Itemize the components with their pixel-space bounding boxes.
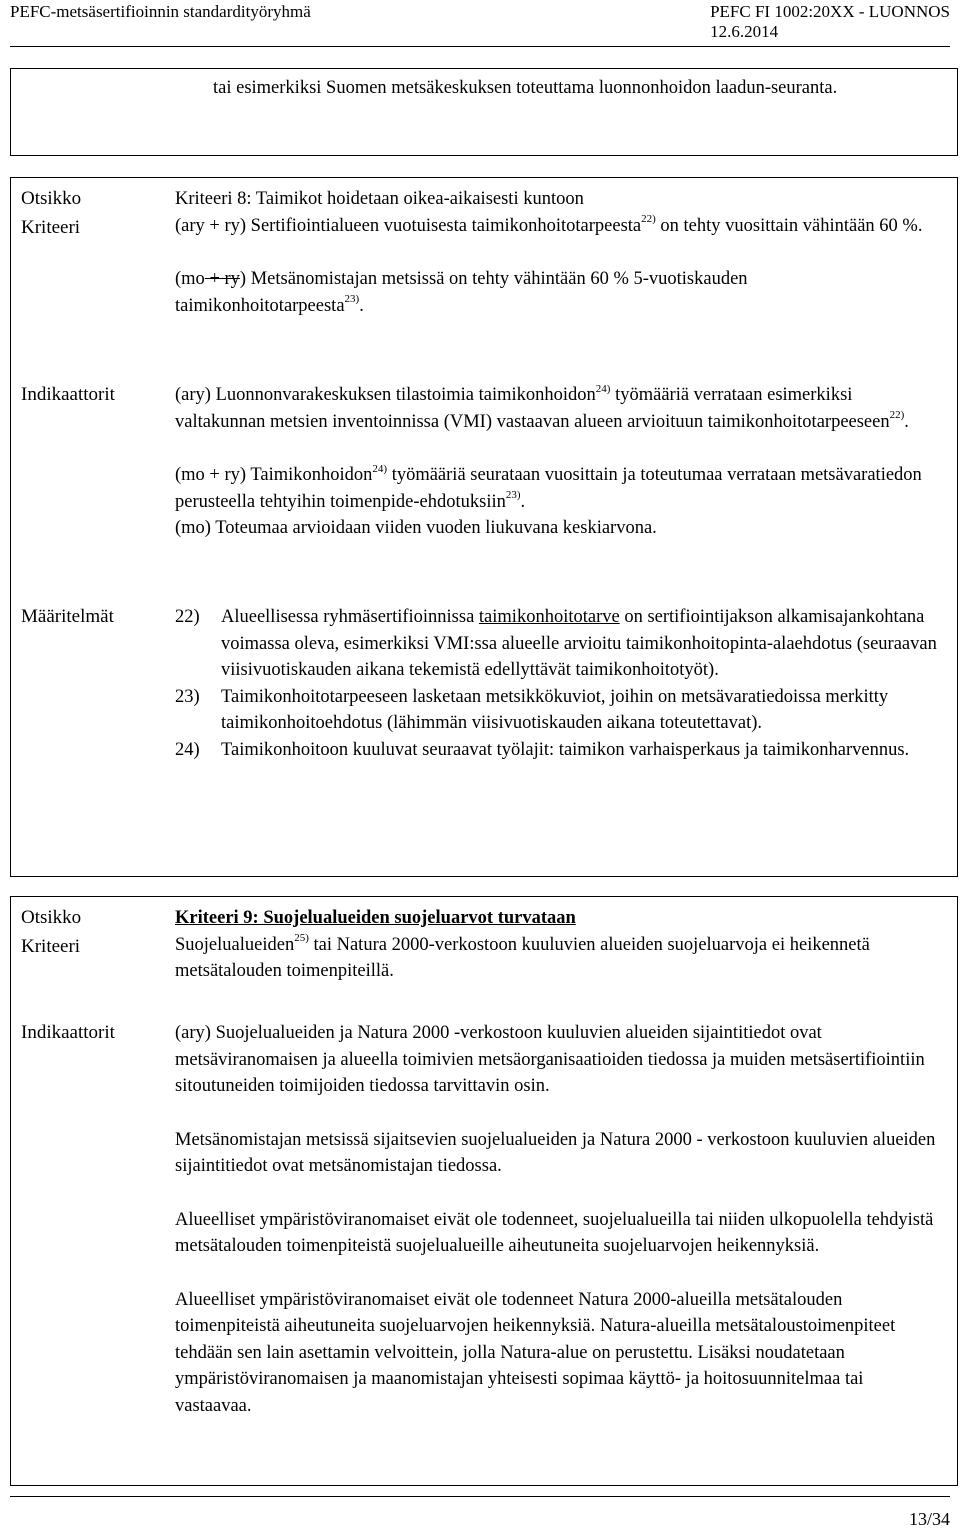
criterion-8-requirement-1: (ary + ry) Sertifiointialueen vuotuisesta taimikonhoitotarpeesta$^{22)}$ on tehty vuosittain vähintään 60 %. bbox=[175, 213, 923, 236]
criterion-9-box bbox=[10, 896, 958, 1486]
criterion-9-content bbox=[175, 905, 937, 985]
header-document-code: PEFC FI 1002:20XX - LUONNOS bbox=[710, 2, 950, 21]
definition-item: 24) Taimikonhoitoon kuuluvat seuraavat työlajit: taimikon varhaisperkaus ja taimikonharvennus. bbox=[175, 739, 910, 760]
page-number: 13/34 bbox=[908, 1509, 950, 1529]
indicator-paragraph: Alueelliset ympäristöviranomaiset eivät ole todenneet, suojelualueilla tai niiden ulkopuolella tehdyistä metsätalouden toimenpiteistä suojelualueille aiheutuneita suojeluarvojen heikennyksiä. bbox=[175, 1209, 934, 1256]
indicator-paragraph: Alueelliset ympäristöviranomaiset eivät ole todenneet Natura 2000-alueilla metsätalouden toimenpiteistä aiheutuneita suojeluarvojen heikennyksiä. Natura-alueilla metsätaloustoimenpiteet tehdään sen lain asettamin velvoittein, jolla Natura-alue on perustettu. Lisäksi noudatetaan ympäristöviranomaisen ja maanomistajan yhteisesti sopimaa käyttö- ja hoitosuunnitelmaa tai vastaavaa. bbox=[175, 1289, 896, 1416]
label-heading: Otsikko bbox=[21, 907, 82, 928]
header-document-id bbox=[710, 2, 950, 42]
continuation-text: tai esimerkiksi Suomen metsäkeskuksen toteuttama luonnonhoidon laadun-seuranta. bbox=[213, 78, 838, 98]
criterion-8-requirement-2: (mo + ry) Metsänomistajan metsissä on tehty vähintään 60 % 5-vuotiskauden taimikonhoitotarpeesta$^{23)}$. bbox=[175, 269, 748, 316]
label-heading: Otsikko bbox=[21, 188, 82, 209]
header-document-date: 12.6.2014 bbox=[710, 22, 779, 41]
label-indicators: Indikaattorit bbox=[21, 384, 115, 405]
criterion-8-content bbox=[175, 186, 937, 319]
indicator-paragraph: (mo + ry) Taimikonhoidon$^{24)}$ työmääriä seurataan vuosittain ja toteutumaa verrataan metsävaratiedon perusteella tehtyihin toimenpide-ehdotuksiin$^{23)}$. bbox=[175, 462, 922, 512]
criterion-9-indicators bbox=[175, 1020, 937, 1419]
indicator-paragraph: (ary) Suojelualueiden ja Natura 2000 -verkostoon kuuluvien alueiden sijaintitiedot ovat metsäviranomaisen ja alueella toimivien metsäorganisaatioiden tiedossa ja muiden metsäsertifiointiin sitoutuneiden toimijoiden tiedossa tarvittavin osin. bbox=[175, 1023, 925, 1096]
indicator-paragraph: (mo) Toteumaa arvioidaan viiden vuoden liukuvana keskiarvona. bbox=[175, 518, 657, 538]
criterion-9-title: Kriteeri 9: Suojelualueiden suojeluarvot turvataan bbox=[175, 908, 576, 928]
label-criterion: Kriteeri bbox=[21, 936, 81, 957]
struck-text: + ry bbox=[204, 269, 240, 289]
continuation-box bbox=[10, 68, 958, 156]
definitions-list bbox=[175, 604, 937, 763]
definition-item: 23) Taimikonhoitotarpeeseen lasketaan metsikkökuviot, joihin on metsävaratiedoissa merkitty taimikonhoitoehdotus (lähimmän viisivuotiskauden aikana toteutettavat). bbox=[175, 686, 889, 733]
label-criterion: Kriteeri bbox=[21, 217, 81, 238]
indicator-paragraph: Metsänomistajan metsissä sijaitsevien suojelualueiden ja Natura 2000 - verkostoon kuuluvien alueiden sijaintitiedot ovat metsänomistajan tiedossa. bbox=[175, 1129, 936, 1176]
footer-divider bbox=[10, 1496, 950, 1497]
label-indicators: Indikaattorit bbox=[21, 1022, 115, 1043]
label-definitions: Määritelmät bbox=[21, 606, 114, 627]
indicator-paragraph: (ary) Luonnonvarakeskuksen tilastoimia taimikonhoidon$^{24)}$ työmääriä verrataan esimerkiksi valtakunnan metsien inventoinnissa (VMI) vastaavan alueen arvioituun taimikonhoitotarpeeseen$^{22)}$. bbox=[175, 382, 909, 432]
criterion-9-requirement: Suojelualueiden$^{25)}$ tai Natura 2000-verkostoon kuuluvien alueiden suojeluarvoja ei heikennetä metsätalouden toimenpiteillä. bbox=[175, 932, 870, 981]
defined-term: taimikonhoitotarve bbox=[478, 607, 620, 627]
header-organization: PEFC-metsäsertifioinnin standardityöryhmä bbox=[10, 2, 311, 21]
criterion-8-title: Kriteeri 8: Taimikot hoidetaan oikea-aikaisesti kuntoon bbox=[175, 189, 584, 209]
criterion-8-indicators bbox=[175, 382, 937, 542]
header-divider bbox=[10, 46, 950, 47]
definition-item: 22) Alueellisessa ryhmäsertifioinnissa taimikonhoitotarve on sertifiointijakson alkamisajankohtana voimassa oleva, esimerkiksi VMI:ssa alueelle arvioitu taimikonhoitopinta-alaehdotus (seuraavan viisivuotiskauden aikana tekemistä edellyttävät taimikonhoitotyöt). bbox=[175, 607, 937, 680]
criterion-8-definitions bbox=[175, 604, 937, 763]
criterion-8-box bbox=[10, 177, 958, 877]
